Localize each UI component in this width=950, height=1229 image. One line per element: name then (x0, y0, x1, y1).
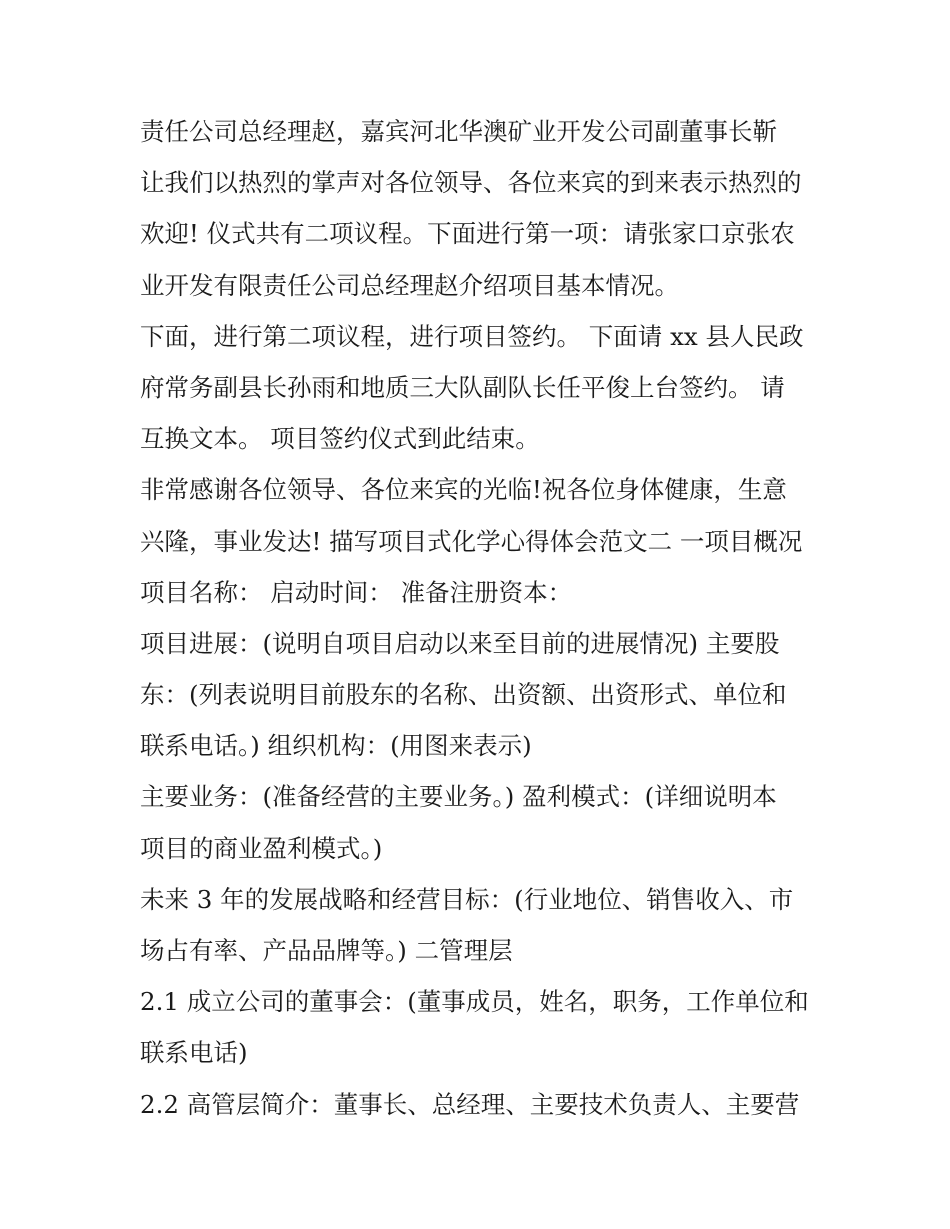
text-line: 府常务副县长孙雨和地质三大队副队长任平俊上台签约。 请 (140, 372, 785, 402)
text-line: 欢迎! 仪式共有二项议程。下面进行第一项：请张家口京张农 (140, 219, 795, 249)
text-line: 业开发有限责任公司总经理赵介绍项目基本情况。 (140, 270, 679, 300)
text-line: 互换文本。 项目签约仪式到此结束。 (140, 424, 540, 454)
text-line: 东：(列表说明目前股东的名称、出资额、出资形式、单位和 (140, 680, 787, 710)
text-line: 项目名称： 启动时间： 准备注册资本： (140, 577, 573, 607)
text-line: 下面，进行第二项议程，进行项目签约。 下面请 xx 县人民政 (140, 321, 804, 351)
text-line: 非常感谢各位领导、各位来宾的光临!祝各位身体健康，生意 (140, 475, 787, 505)
text-line: 2.2 高管层简介：董事长、总经理、主要技术负责人、主要营 (140, 1089, 800, 1119)
text-line: 联系电话) (140, 1038, 248, 1068)
text-line: 责任公司总经理赵，嘉宾河北华澳矿业开发公司副董事长靳 (140, 117, 777, 146)
text-line: 2.1 成立公司的董事会：(董事成员，姓名，职务，工作单位和 (140, 987, 809, 1017)
text-line: 项目的商业盈利模式。) (140, 833, 383, 863)
text-line: 让我们以热烈的掌声对各位领导、各位来宾的到来表示热烈的 (140, 168, 802, 198)
text-line: 项目进展：(说明自项目启动以来至目前的进展情况) 主要股 (140, 628, 780, 658)
text-line: 主要业务：(准备经营的主要业务。) 盈利模式：(详细说明本 (140, 782, 777, 812)
text-line: 联系电话。) 组织机构：(用图来表示) (140, 731, 532, 761)
text-line: 兴隆，事业发达! 描写项目式化学心得体会范文二 一项目概况 (140, 526, 803, 556)
text-line: 未来 3 年的发展战略和经营目标：(行业地位、销售收入、市 (140, 884, 794, 914)
text-line: 场占有率、产品品牌等。) 二管理层 (140, 936, 513, 965)
body-text (140, 106, 830, 1130)
